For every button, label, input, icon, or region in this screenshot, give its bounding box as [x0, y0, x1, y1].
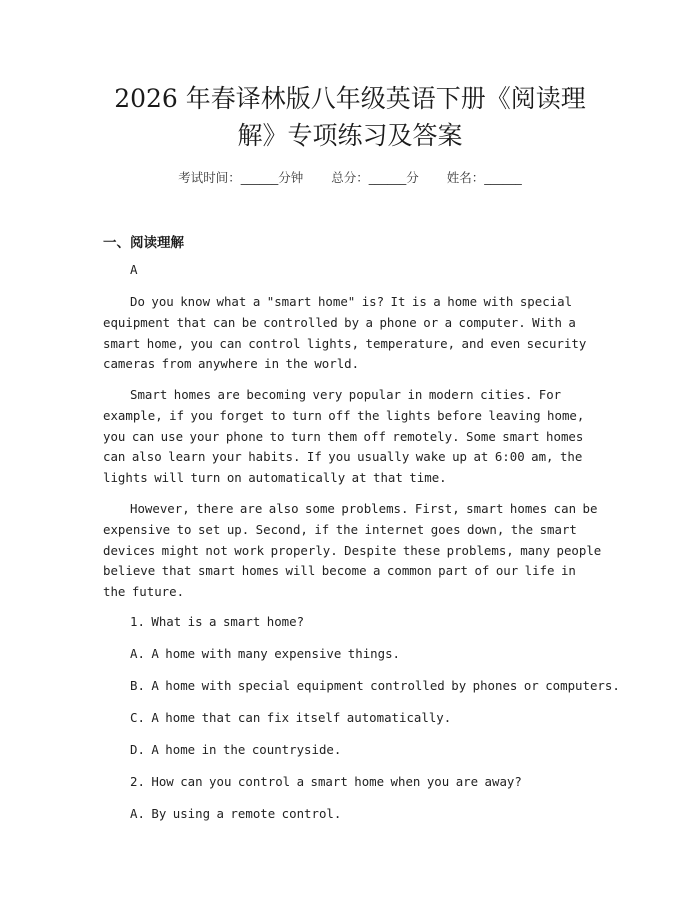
title-line-1: 2026 年春译林版八年级英语下册《阅读理 [114, 84, 586, 113]
question-2-option-a: A. By using a remote control. [130, 806, 342, 821]
section-heading: 一、阅读理解 [103, 235, 184, 251]
question-1-option-a: A. A home with many expensive things. [130, 646, 401, 661]
question-2-stem: 2. How can you control a smart home when you are away? [130, 774, 522, 789]
document-title [110, 80, 590, 154]
total-score-field: 总分：______分 [331, 170, 419, 185]
question-1-option-b: B. A home with special equipment controlled by phones or computers. [130, 678, 620, 693]
passage-paragraph-2: Smart homes are becoming very popular in modern cities. For example, if you forget to turn off the lights before leaving home, you can use your phone to turn them off remotely. Some smart homes can also learn your habits. If you usually wake up at 6:00 am, the lights will turn on automatically at that time. [103, 387, 585, 486]
exam-info-line [0, 168, 700, 186]
passage-paragraph-3: However, there are also some problems. First, smart homes can be expensive to set up. Second, if the internet goes down, the smart devices might not work properly. Despite these problems, many people believe that smart homes will become a common part of our life in the future. [103, 501, 602, 600]
question-1-option-c: C. A home that can fix itself automatically. [130, 710, 452, 725]
title-line-2: 解》专项练习及答案 [237, 121, 463, 150]
question-1-option-d: D. A home in the countryside. [130, 742, 342, 757]
exam-time-field: 考试时间：______分钟 [178, 170, 304, 185]
passage-label: A [130, 262, 138, 277]
question-1-stem: 1. What is a smart home? [130, 614, 305, 629]
passage-paragraph-1: Do you know what a "smart home" is? It is a home with special equipment that can be controlled by a phone or a computer. With a smart home, you can control lights, temperature, and even security cameras from anywhere in the world. [103, 294, 587, 372]
student-name-field: 姓名：______ [446, 170, 522, 185]
